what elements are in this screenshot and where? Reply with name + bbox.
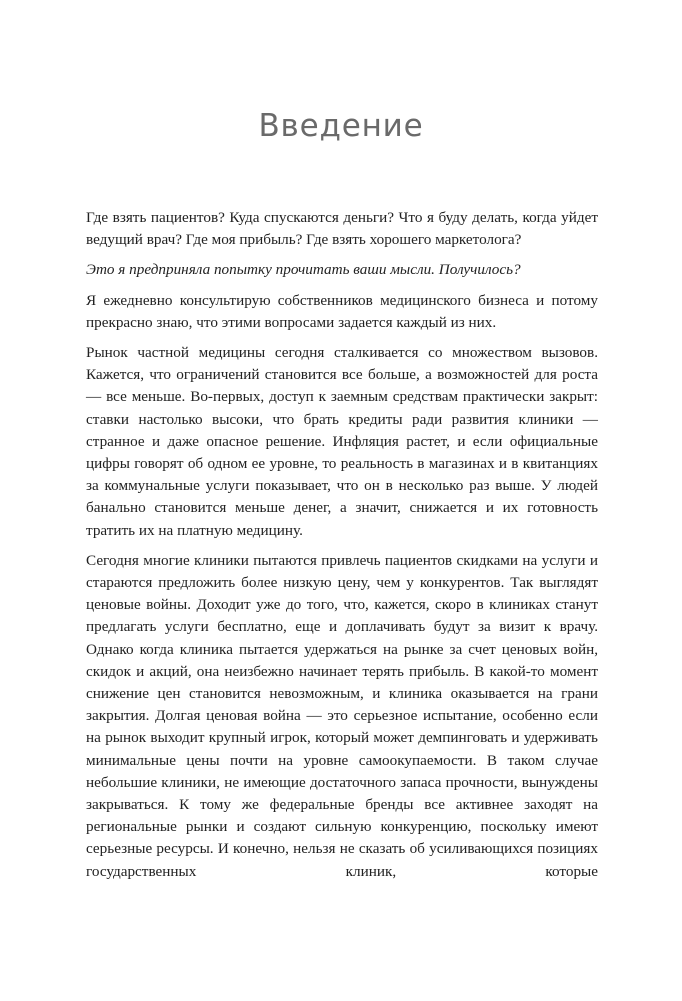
paragraph: Рынок частной медицины сегодня сталкивается со множеством вызовов. Кажется, что ограничений становится все больше, а возможностей для роста — все меньше. Во-первых, доступ к заемным средствам практически закрыт: ставки настолько высоки, что брать кредиты ради развития клиники — странное и даже опасное решение. Инфляция растет, и если официальные цифры говорят об одном ее уровне, то реальность в магазинах и в квитанциях за коммунальные услуги показывает, что он в несколько раз выше. У людей банально становится меньше денег, а значит, снижается и их готовность тратить их на платную медицину.	[86, 344, 598, 539]
body-text	[86, 207, 598, 891]
italic-paragraph: Это я предприняла попытку прочитать ваши мысли. Получилось?	[86, 261, 521, 279]
paragraph: Я ежедневно консультирую собственников медицинского бизнеса и потому прекрасно знаю, что этими вопросами задается каждый из них.	[86, 291, 598, 331]
paragraph: Сегодня многие клиники пытаются привлечь пациентов скидками на услуги и стараются предложить более низкую цену, чем у конкурентов. Так выглядят ценовые войны. Доходит уже до того, что, кажется, скоро в клиниках станут предлагать услуги бесплатно, еще и доплачивать будут за визит к врачу. Однако когда клиника пытается удержаться на рынке за счет ценовых войн, скидок и акций, она неизбежно начинает терять прибыль. В какой-то момент снижение цен становится невозможным, и клиника оказывается на грани закрытия. Долгая ценовая война — это серьезное испытание, особенно если на рынок выходит крупный игрок, который может демпинговать и удерживать минимальные цены почти на уровне самоокупаемости. В таком случае небольшие клиники, не имеющие достаточного запаса прочности, вынуждены закрываться. К тому же федеральные бренды все активнее заходят на региональные рынки и создают сильную конкуренцию, поскольку имеют серьезные ресурсы. И конечно, нельзя не сказать об усиливающихся позициях государственных клиник, которые	[86, 551, 598, 880]
chapter-title: Введение	[258, 108, 424, 144]
paragraph: Где взять пациентов? Куда спускаются деньги? Что я буду делать, когда уйдет ведущий врач? Где моя прибыль? Где взять хорошего маркетолога?	[86, 209, 598, 249]
